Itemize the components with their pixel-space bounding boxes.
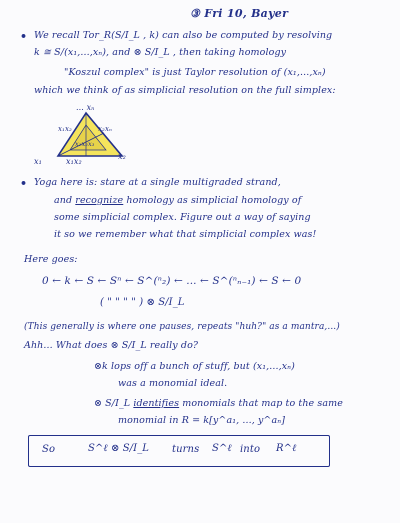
bullet1-line1: We recall Tor_R(S/I_L , k) can also be computed by resolving <box>34 30 333 41</box>
bullet2-line1: Yoga here is: stare at a single multigraded strand, <box>34 177 281 188</box>
simplex-label-inner: x₁x₂x₃ <box>75 140 95 148</box>
bullet2-line3: some simplicial complex. Figure out a way of saying <box>54 212 311 223</box>
bullet2-line4: it so we remember what that simplicial complex was! <box>54 229 317 240</box>
remark-line1: (This generally is where one pauses, repeats "huh?" as a mantra,...) <box>24 322 340 332</box>
bullet2-line2: and recognize homology as simplicial homology of <box>54 195 302 206</box>
simplex-label-top: ... xₙ <box>76 103 95 112</box>
bullet-dot: • <box>20 177 28 190</box>
simplex-label-bottom-right: x₂ <box>118 152 126 161</box>
conclusion-expr: S^ℓ ⊗ S/I_L <box>88 443 150 454</box>
bullet-dot: • <box>20 30 28 43</box>
simplex-label-bottom-left: x₁ <box>34 157 42 166</box>
page-header: ③ Fri 10, Bayer <box>190 7 289 20</box>
conclusion-s-l: S^ℓ <box>212 443 232 454</box>
emphasis-recognize: recognize <box>75 195 124 206</box>
simplex-label-right-top: x₂xₙ <box>98 125 112 133</box>
sequence-line1: 0 ← k ← S ← Sⁿ ← S^(ⁿ₂) ← ... ← S^(ⁿₙ₋₁) ← S ← 0 <box>42 275 302 287</box>
simplex-diagram <box>40 103 150 168</box>
sequence-line2: ( " " " " ) ⊗ S/I_L <box>100 297 185 308</box>
conclusion-r-l: R^ℓ <box>276 443 297 454</box>
simplex-label-bottom-mid: x₁x₂ <box>66 157 82 166</box>
conclusion-turns: turns <box>172 444 200 455</box>
remark-line6: monomial in R = k[y^a₁, ..., y^aₙ] <box>118 415 286 426</box>
remark-line2: Ahh... What does ⊗ S/I_L really do? <box>24 340 199 351</box>
remark-line4: was a monomial ideal. <box>118 378 228 389</box>
conclusion-so: So <box>42 444 56 455</box>
bullet1-line2: k ≅ S/(x₁,...,xₙ), and ⊗ S/I_L , then taking homology <box>34 47 287 58</box>
bullet1-line3: "Koszul complex" is just Taylor resolution of (x₁,...,xₙ) <box>64 67 326 78</box>
remark-line5: ⊗ S/I_L identifies monomials that map to the same <box>94 398 343 409</box>
simplex-label-left-top: x₁x₂ <box>58 125 72 133</box>
conclusion-into: into <box>240 444 261 455</box>
here-goes: Here goes: <box>24 254 78 265</box>
remark-line3: ⊗k lops off a bunch of stuff, but (x₁,...,xₙ) <box>94 361 295 372</box>
emphasis-identifies: identifies <box>133 398 180 409</box>
bullet1-line4: which we think of as simplicial resolution on the full simplex: <box>34 85 336 96</box>
